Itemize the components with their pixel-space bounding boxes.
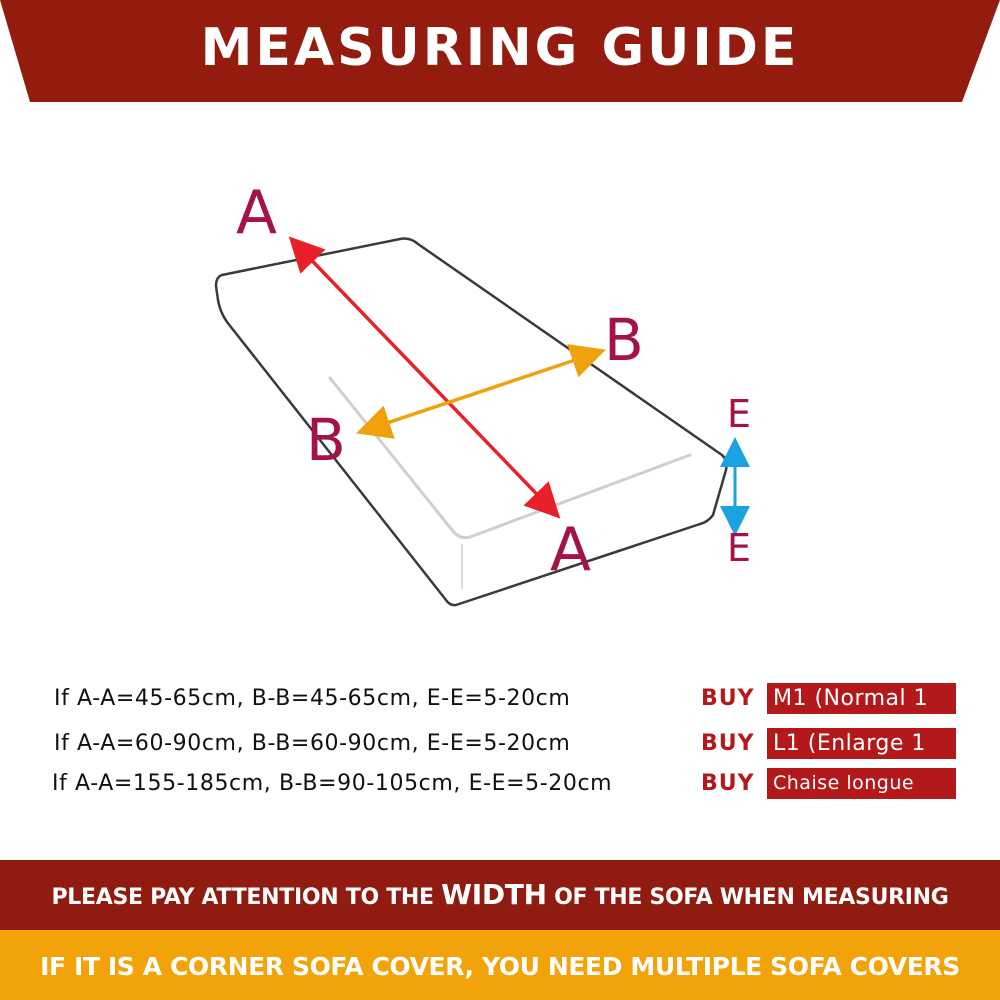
label-a-top: A bbox=[236, 178, 278, 248]
width-notice-text bbox=[0, 860, 1000, 933]
size-option-label: Chaise longue bbox=[773, 772, 915, 794]
corner-sofa-warning-text: IF IT IS A CORNER SOFA COVER, YOU NEED MULTIPLE SOFA COVERS bbox=[40, 952, 960, 981]
notice-emphasis: WIDTH bbox=[441, 878, 547, 911]
page-title: MEASURING GUIDE bbox=[200, 18, 800, 78]
label-e-bottom: E bbox=[727, 526, 752, 570]
corner-sofa-warning-bar bbox=[0, 930, 1000, 1000]
size-row-condition: If A-A=155-185cm, B-B=90-105cm, E-E=5-20cm bbox=[52, 771, 613, 796]
size-row bbox=[0, 727, 1000, 761]
size-option-badge[interactable] bbox=[767, 728, 956, 759]
label-a-bottom: A bbox=[550, 515, 592, 585]
size-option-label: L1 (Enlarge 1 bbox=[773, 731, 926, 756]
notice-text-before: PLEASE PAY ATTENTION TO THE bbox=[51, 885, 442, 910]
cushion-diagram bbox=[0, 150, 1000, 650]
label-e-top: E bbox=[727, 392, 752, 436]
width-notice-bar bbox=[0, 860, 1000, 930]
buy-label: BUY bbox=[701, 731, 755, 756]
size-row-condition: If A-A=60-90cm, B-B=60-90cm, E-E=5-20cm bbox=[54, 731, 571, 756]
size-row bbox=[0, 767, 1000, 801]
buy-label: BUY bbox=[701, 771, 755, 796]
size-row-condition: If A-A=45-65cm, B-B=45-65cm, E-E=5-20cm bbox=[54, 686, 571, 711]
buy-label: BUY bbox=[701, 686, 755, 711]
size-row bbox=[0, 682, 1000, 716]
size-option-label: M1 (Normal 1 bbox=[773, 686, 929, 711]
label-b-right: B bbox=[604, 306, 644, 374]
cushion-outline bbox=[216, 239, 727, 606]
size-option-badge[interactable] bbox=[767, 768, 956, 799]
label-b-left: B bbox=[306, 406, 346, 474]
notice-text-after: OF THE SOFA WHEN MEASURING bbox=[546, 885, 949, 910]
size-option-badge[interactable] bbox=[767, 683, 956, 714]
